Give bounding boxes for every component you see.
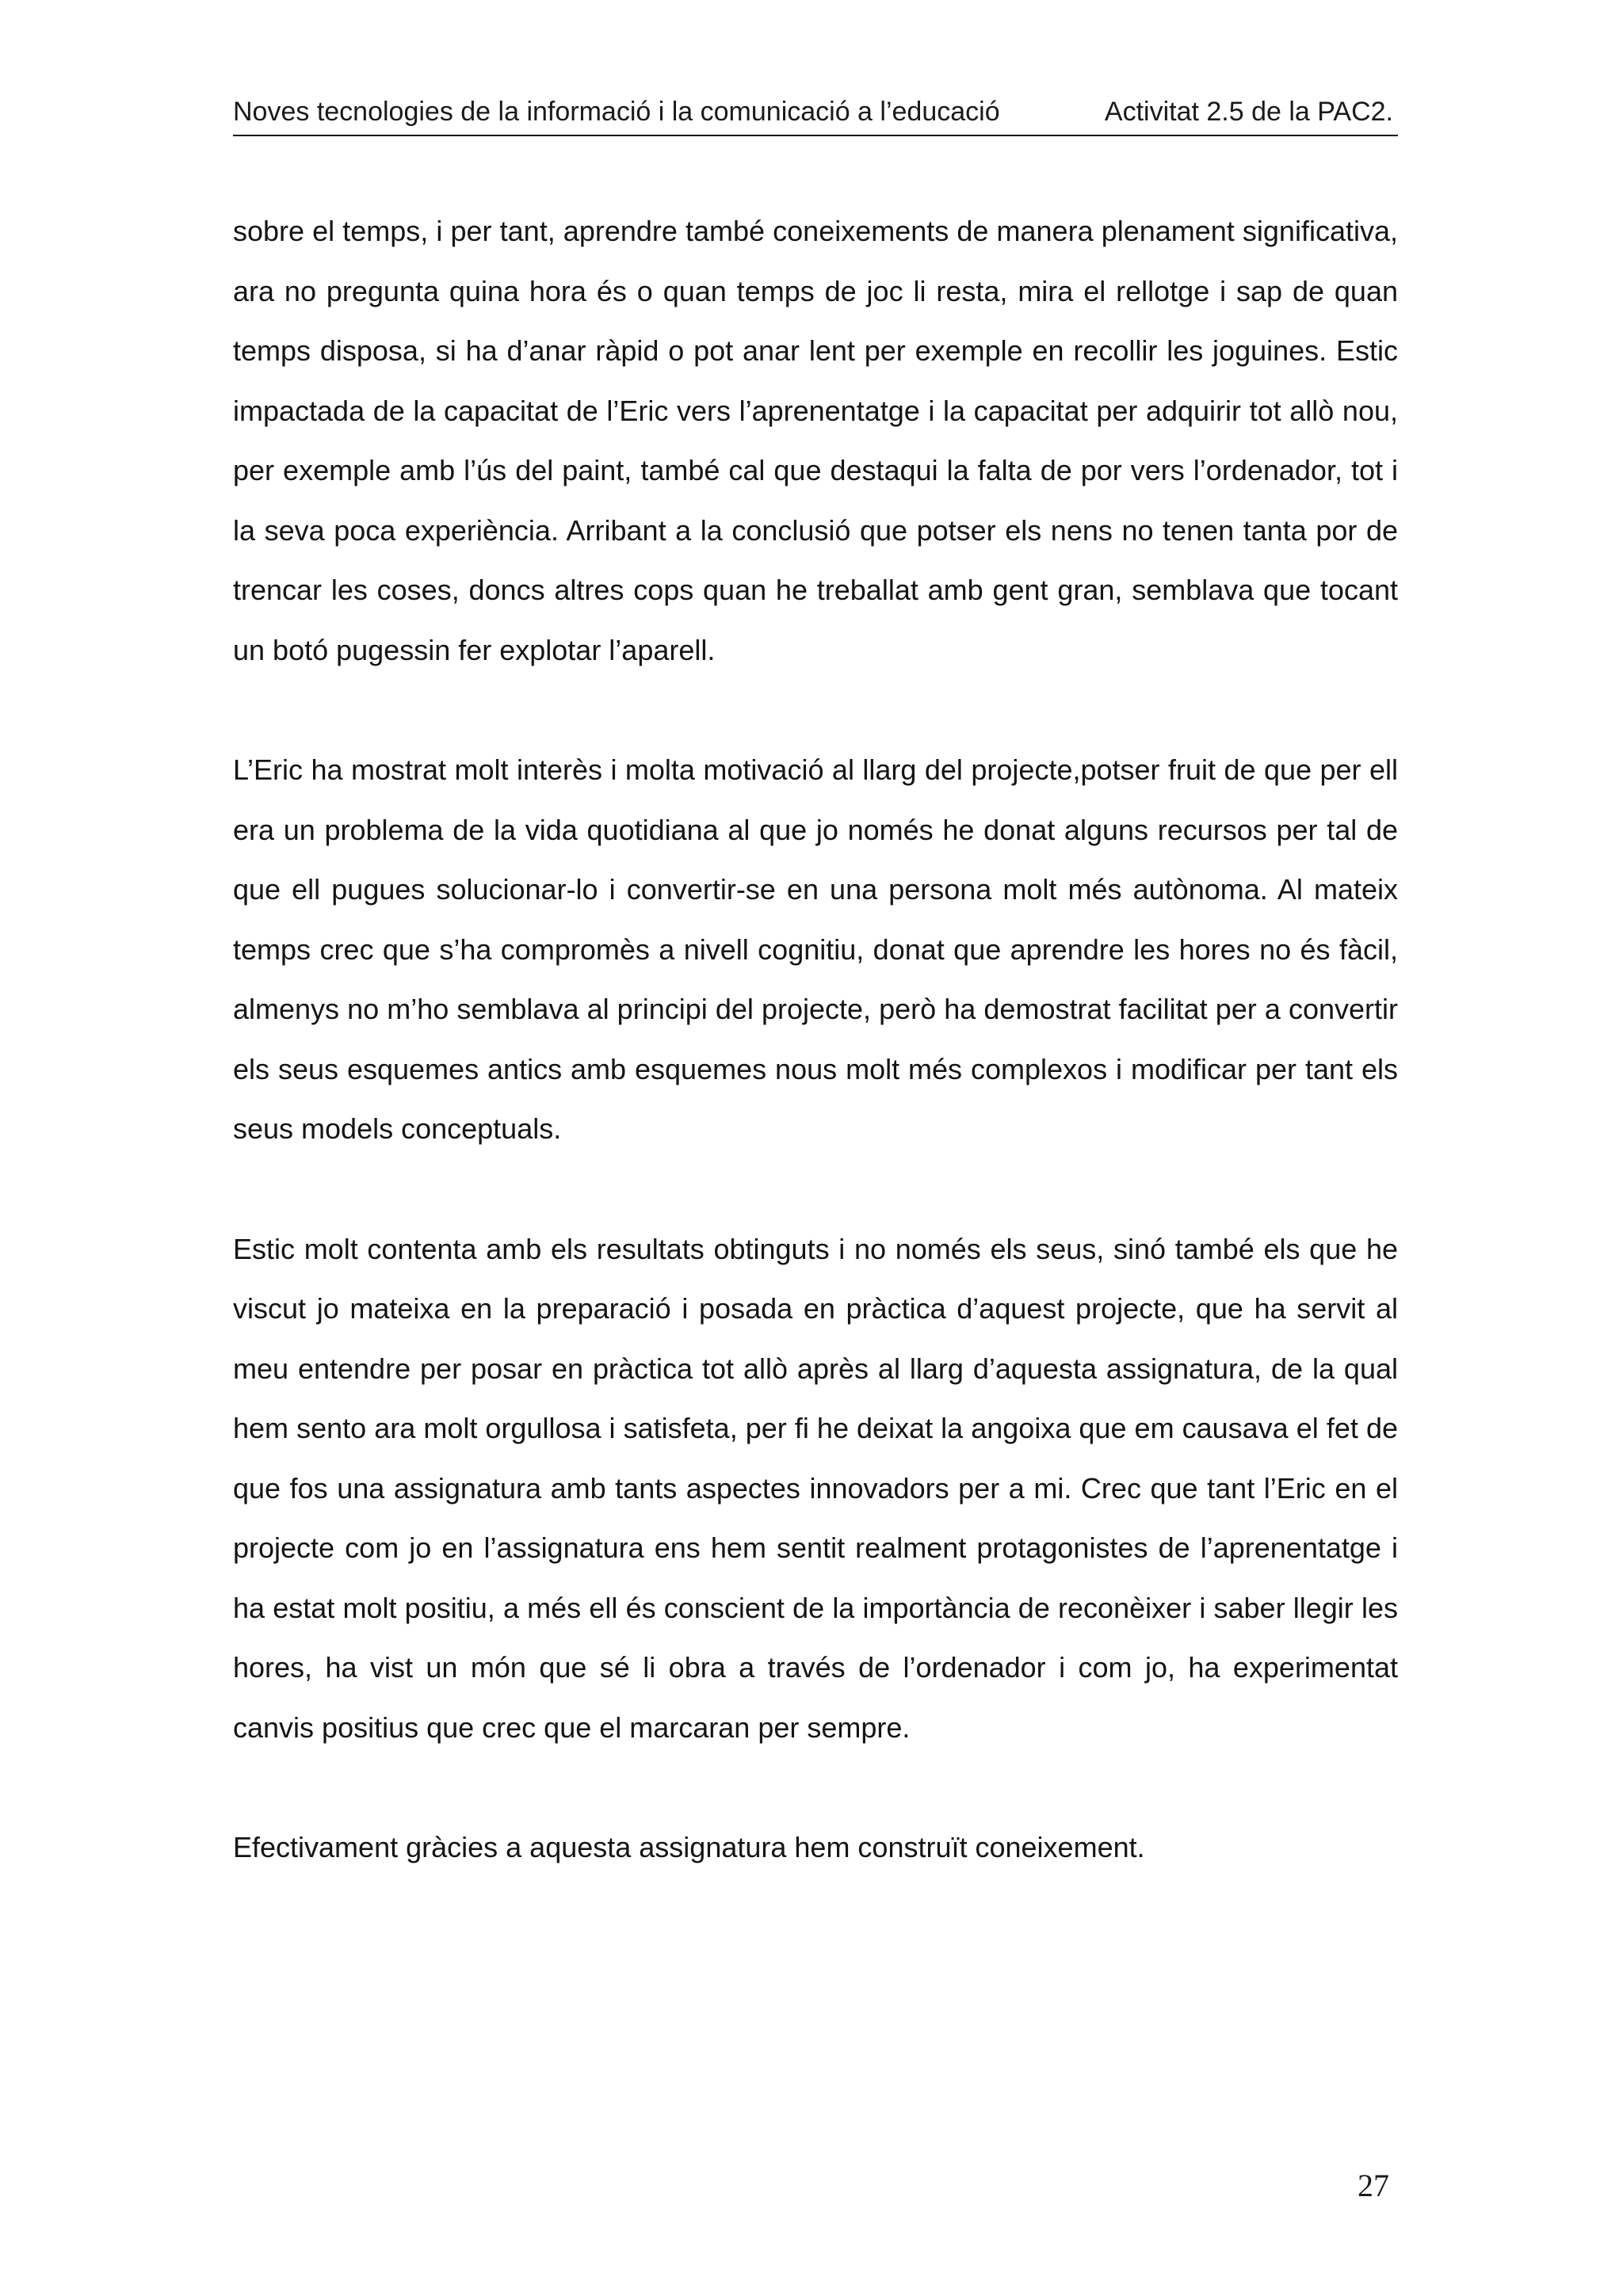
header-course-title: Noves tecnologies de la informació i la comunicació a l’educació — [233, 97, 1000, 127]
header-activity-label: Activitat 2.5 de la PAC2. — [1104, 97, 1393, 127]
paragraph-3: Estic molt contenta amb els resultats obtinguts i no només els seus, sinó també els que he viscut jo mateixa en la preparació i posada en pràctica d’aquest projecte, que ha servit al meu entendre per posar en pràctica tot allò après al llarg d’aquesta assignatura, de la qual hem sento ara molt orgullosa i satisfeta, per fi he deixat la angoixa que em causava el fet de que fos una assignatura amb tants aspectes innovadors per a mi. Crec que tant l’Eric en el projecte com jo en l’assignatura ens hem sentit realment protagonistes de l’aprenentatge i ha estat molt positiu, a més ell és conscient de la importància de reconèixer i saber llegir les hores, ha vist un món que sé li obra a través de l’ordenador i com jo, ha experimentat canvis positius que crec que el marcaran per sempre. — [233, 1232, 1398, 1744]
page-number: 27 — [1358, 2168, 1389, 2203]
paragraph-1: sobre el temps, i per tant, aprendre també coneixements de manera plenament significativa, ara no pregunta quina hora és o quan temps de joc li resta, mira el rellotge i sap de quan temps disposa, si ha d’anar ràpid o pot anar lent per exemple en recollir les joguines. Estic impactada de la capacitat de l’Eric vers l’aprenentatge i la capacitat per adquirir tot allò nou, per exemple amb l’ús del paint, també cal que destaqui la falta de por vers l’ordenador, tot i la seva poca experiència. Arribant a la conclusió que potser els nens no tenen tanta por de trencar les coses, doncs altres cops quan he treballat amb gent gran, semblava que tocant un botó pugessin fer explotar l’aparell. — [233, 215, 1398, 666]
body-text — [233, 201, 1398, 1878]
paragraph-4: Efectivament gràcies a aquesta assignatura hem construït coneixement. — [233, 1831, 1145, 1863]
page-header — [233, 93, 1398, 136]
paragraph-2: L’Eric ha mostrat molt interès i molta motivació al llarg del projecte,potser fruit de que per ell era un problema de la vida quotidiana al que jo només he donat alguns recursos per tal de que ell pugues solucionar-lo i convertir-se en una persona molt més autònoma. Al mateix temps crec que s’ha compromès a nivell cognitiu, donat que aprendre les hores no és fàcil, almenys no m’ho semblava al principi del projecte, però ha demostrat facilitat per a convertir els seus esquemes antics amb esquemes nous molt més complexos i modificar per tant els seus models conceptuals. — [233, 753, 1398, 1145]
